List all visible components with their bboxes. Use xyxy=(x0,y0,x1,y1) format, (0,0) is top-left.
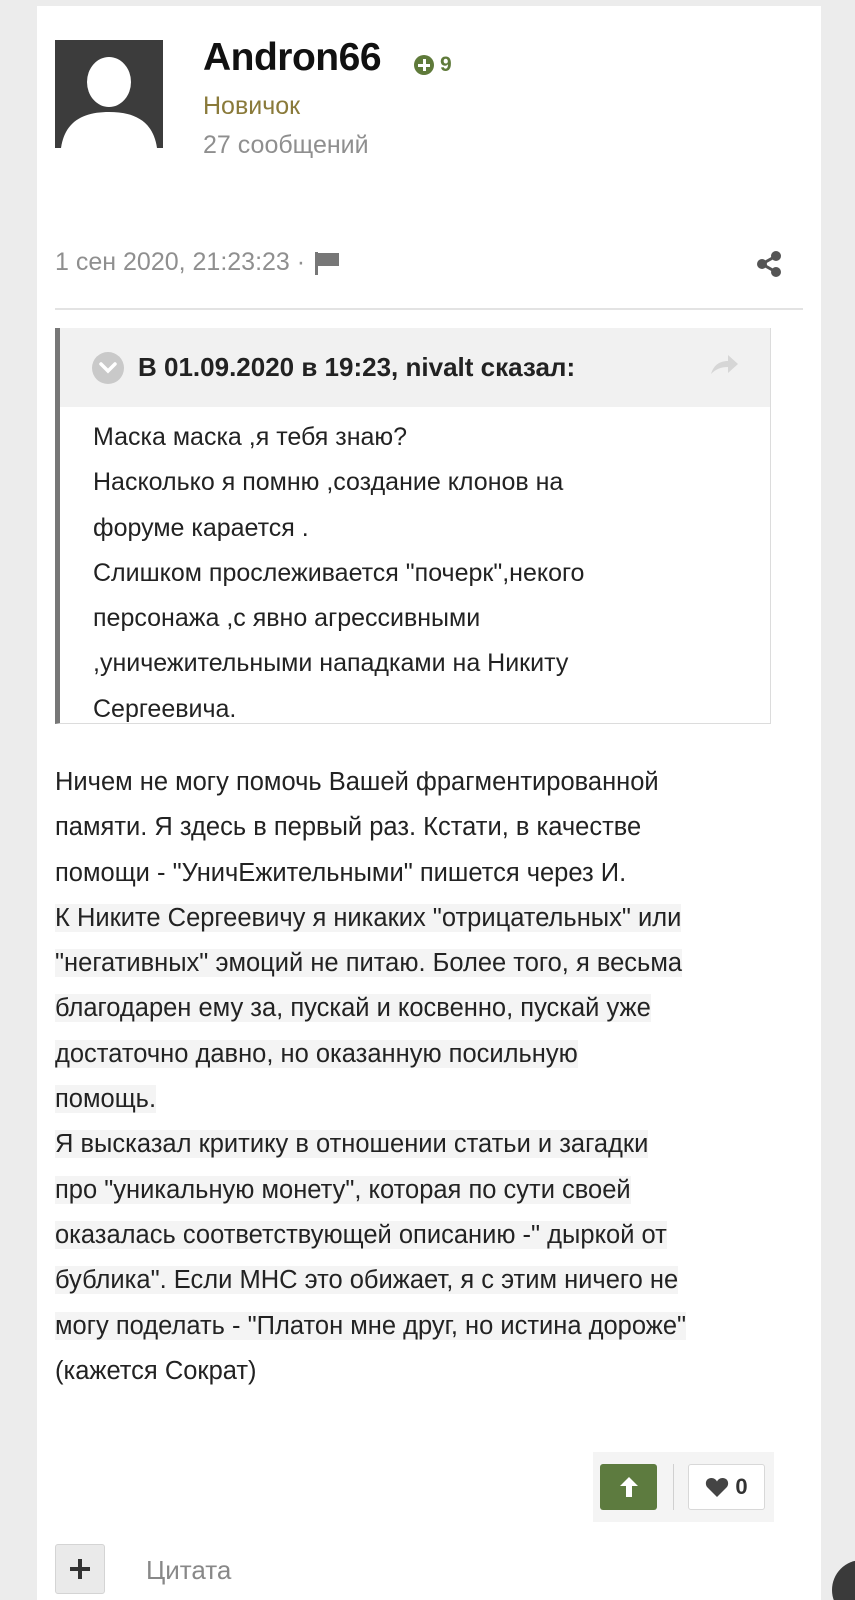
post-line xyxy=(55,1122,795,1167)
reputation-count: 9 xyxy=(440,53,452,76)
post-line xyxy=(55,1077,795,1122)
post-timestamp[interactable]: 1 сен 2020, 21:23:23 · xyxy=(55,248,306,276)
post-line: памяти. Я здесь в первый раз. Кстати, в качестве xyxy=(55,813,642,842)
post-line xyxy=(55,1032,795,1077)
heart-icon xyxy=(705,1476,729,1498)
post-line xyxy=(55,1213,795,1258)
post-line: Ничем не могу помочь Вашей фрагментированной xyxy=(55,768,659,796)
post-line-text: бублика". Если МНС это обижает, я с этим ничего не xyxy=(55,1266,679,1295)
avatar[interactable] xyxy=(55,40,163,148)
plus-circle-icon xyxy=(414,55,434,75)
floating-action-button[interactable] xyxy=(832,1560,855,1600)
post-line xyxy=(55,1168,795,1213)
quote-line: Насколько я помню ,создание клонов на xyxy=(93,468,564,497)
post-count: 27 сообщений xyxy=(203,131,369,159)
reaction-bar xyxy=(593,1452,774,1522)
post-line-text: могу поделать - "Платон мне друг, но истина дороже" xyxy=(55,1311,687,1340)
post-line-text: оказалась соответствующей описанию -" дыркой от xyxy=(55,1220,667,1249)
post-line-text: помощь. xyxy=(55,1085,157,1114)
reaction-separator xyxy=(673,1464,674,1510)
multiquote-plus-button[interactable] xyxy=(55,1544,105,1594)
post-line-text: "негативных" эмоций не питаю. Более того, я весьма xyxy=(55,949,683,978)
post-line xyxy=(55,941,795,986)
like-button[interactable] xyxy=(688,1464,765,1510)
post-line: помощи - "УничЕжительными" пишется через И. xyxy=(55,858,627,887)
username[interactable]: Andron66 xyxy=(203,36,382,79)
quote-line: форуме карается . xyxy=(93,513,309,542)
quote-block xyxy=(55,328,771,724)
user-rank: Новичок xyxy=(203,92,301,120)
share-icon[interactable] xyxy=(755,250,783,278)
arrow-up-icon xyxy=(618,1475,640,1499)
default-avatar-icon xyxy=(55,40,163,148)
collapse-chevron-icon[interactable] xyxy=(92,352,124,384)
divider xyxy=(55,308,803,310)
post-content xyxy=(55,760,795,1394)
quote-line: персонажа ,с явно агрессивными xyxy=(93,604,481,633)
post-line: (кажется Сократ) xyxy=(55,1356,257,1385)
flag-icon[interactable] xyxy=(313,250,341,276)
quote-text xyxy=(60,407,770,732)
reputation-badge xyxy=(414,53,452,77)
quote-line: Слишком прослеживается "почерк",некого xyxy=(93,558,585,587)
post-line-text: К Никите Сергеевичу я никаких "отрицательных" или xyxy=(55,903,682,932)
post-line-text: Я высказал критику в отношении статьи и загадки xyxy=(55,1130,649,1159)
upvote-button[interactable] xyxy=(600,1464,657,1510)
post-line-text: про "уникальную монету", которая по сути своей xyxy=(55,1175,631,1204)
quote-line: ,уничежительными нападками на Никиту xyxy=(93,649,569,678)
post-line xyxy=(55,896,795,941)
quote-line: Сергеевича. xyxy=(93,694,237,723)
plus-icon xyxy=(69,1558,91,1580)
quote-header xyxy=(60,328,770,407)
quote-line: Маска маска ,я тебя знаю? xyxy=(93,423,408,451)
quote-link[interactable]: Цитата xyxy=(146,1555,232,1585)
reply-arrow-icon[interactable] xyxy=(708,352,740,380)
like-count: 0 xyxy=(735,1474,748,1499)
post-line xyxy=(55,1304,795,1349)
quote-citation[interactable]: В 01.09.2020 в 19:23, nivalt сказал: xyxy=(138,352,576,382)
post-line xyxy=(55,1258,795,1303)
post-line-text: благодарен ему за, пускай и косвенно, пускай уже xyxy=(55,994,651,1023)
post-meta xyxy=(55,248,341,277)
post-line xyxy=(55,986,795,1031)
post-line-text: достаточно давно, но оказанную посильную xyxy=(55,1039,578,1068)
